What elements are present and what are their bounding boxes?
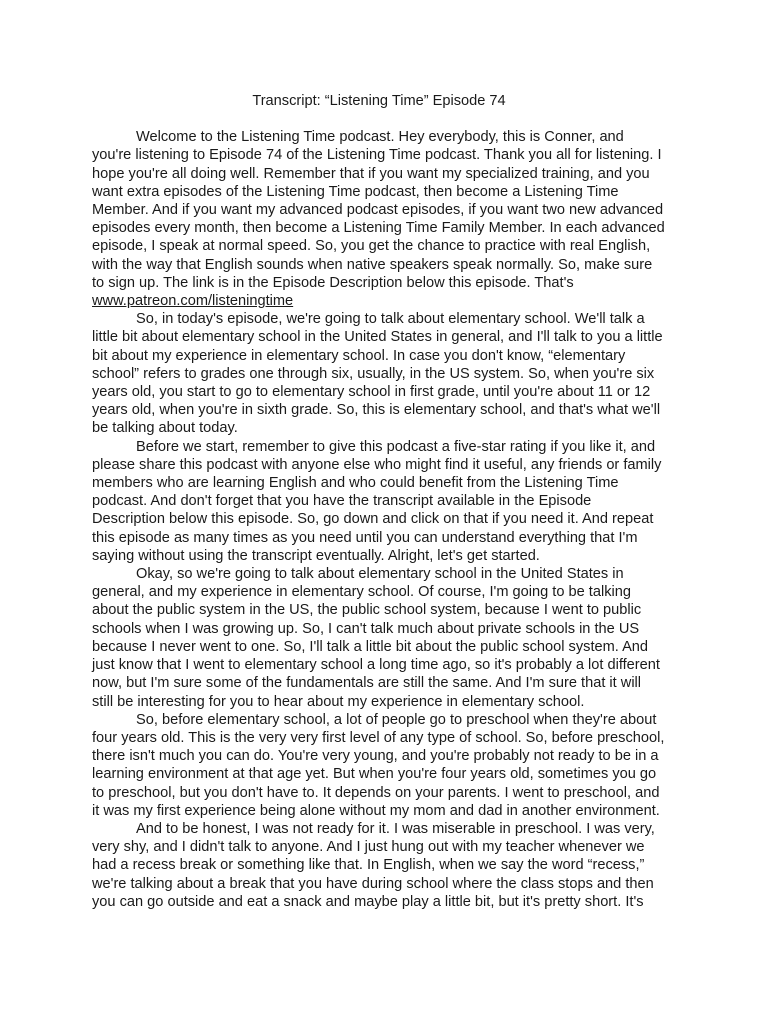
paragraph-text: Welcome to the Listening Time podcast. Hey everybody, this is Conner, and you're listening to Episode 74 of the Listening Time podcast. Thank you all for listening. I hope you're all doing well. Remember that if you want my specialized training, and you want extra episodes of the Listening Time podcast, then become a Listening Time Member. And if you want my advanced podcast episodes, if you want two new advanced episodes every month, then become a Listening Time Family Member. In each advanced episode, I speak at normal speed. So, you get the chance to practice with real English, with the way that English sounds when native speakers speak normally. So, make sure to sign up. The link is in the Episode Description below this episode. That's <box>92 129 665 291</box>
paragraph-intro <box>92 128 666 310</box>
patreon-link[interactable]: www.patreon.com/listeningtime <box>92 293 294 310</box>
paragraph: Okay, so we're going to talk about elementary school in the United States in general, and my experience in elementary school. Of course, I'm going to be talking about the public system in the US, the public school system, because I went to public schools when I was growing up. So, I can't talk much about private schools in the US because I never went to one. So, I'll talk a little bit about the public school system. And just know that I went to elementary school a long time ago, so it's probably a lot different now, but I'm sure some of the fundamentals are still the same. And I'm sure that it will still be interesting for you to hear about my experience in elementary school. <box>92 566 660 710</box>
paragraph: And to be honest, I was not ready for it. I was miserable in preschool. I was very, very shy, and I didn't talk to anyone. And I just hung out with my teacher whenever we had a recess break or something like that. In English, when we say the word “recess,” we're talking about a break that you have during school where the class stops and then you can go outside and eat a snack and maybe play a little bit, but it's pretty short. It's <box>92 820 655 910</box>
document-title: Transcript: “Listening Time” Episode 74 <box>252 93 506 109</box>
paragraph: So, in today's episode, we're going to talk about elementary school. We'll talk a little bit about elementary school in the United States in general, and I'll talk to you a little bit about my experience in elementary school. In case you don't know, “elementary school” refers to grades one through six, usually, in the US system. So, when you're six years old, you start to go to elementary school in first grade, until you're about 11 or 12 years old, when you're in sixth grade. So, this is elementary school, and that's what we'll be talking about today. <box>92 311 663 437</box>
document-page <box>92 92 666 911</box>
paragraph: So, before elementary school, a lot of people go to preschool when they're about four years old. This is the very very first level of any type of school. So, before preschool, there isn't much you can do. You're very young, and you're probably not ready to be in a learning environment at that age yet. But when you're four years old, sometimes you go to preschool, but you don't have to. It depends on your parents. I went to preschool, and it was my first experience being alone without my mom and dad in another environment. <box>92 711 665 819</box>
paragraph: Before we start, remember to give this podcast a five-star rating if you like it, and please share this podcast with anyone else who might find it useful, any friends or family members who are learning English and who could benefit from the Listening Time podcast. And don't forget that you have the transcript available in the Episode Description below this episode. So, go down and click on that if you need it. And repeat this episode as many times as you need until you can understand everything that I'm saying without using the transcript eventually. Alright, let's get started. <box>92 438 662 564</box>
